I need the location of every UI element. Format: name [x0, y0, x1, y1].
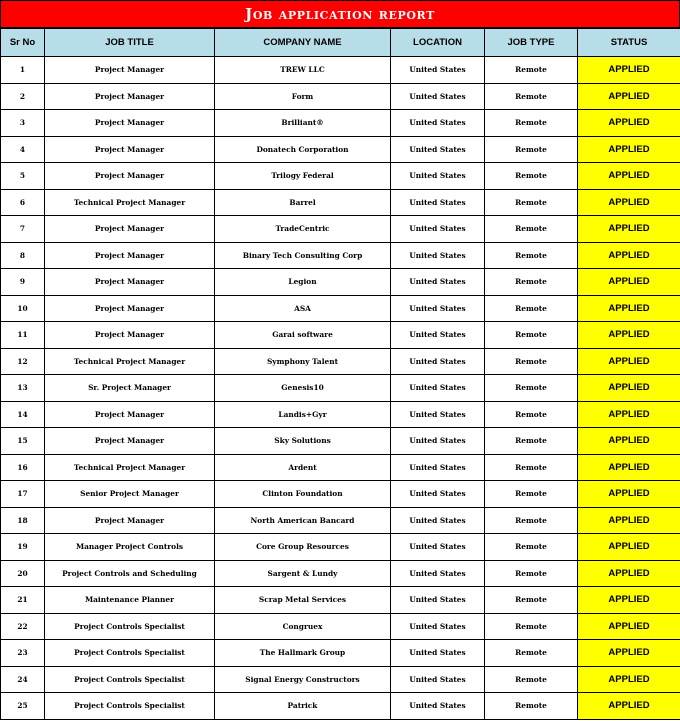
- status-cell[interactable]: APPLIED: [578, 375, 680, 402]
- job-title-cell[interactable]: Project Controls Specialist: [45, 613, 215, 640]
- job-type-cell[interactable]: Remote: [485, 348, 578, 375]
- column-header-sr-no[interactable]: Sr No: [1, 29, 45, 57]
- sr-no-cell[interactable]: 24: [1, 666, 45, 693]
- company-name-cell[interactable]: Genesis10: [215, 375, 391, 402]
- table-row: [1, 613, 680, 640]
- location-cell[interactable]: United States: [391, 136, 485, 163]
- job-title-cell[interactable]: Project Controls Specialist: [45, 666, 215, 693]
- job-type-cell[interactable]: Remote: [485, 295, 578, 322]
- job-title-cell[interactable]: Project Manager: [45, 216, 215, 243]
- company-name-cell[interactable]: Legion: [215, 269, 391, 296]
- sr-no-cell[interactable]: 21: [1, 587, 45, 614]
- table-row: [1, 481, 680, 508]
- company-name-cell[interactable]: Sargent & Lundy: [215, 560, 391, 587]
- company-name-cell[interactable]: North American Bancard: [215, 507, 391, 534]
- job-type-cell[interactable]: Remote: [485, 110, 578, 137]
- job-type-cell[interactable]: Remote: [485, 83, 578, 110]
- job-type-cell[interactable]: Remote: [485, 560, 578, 587]
- sr-no-cell[interactable]: 16: [1, 454, 45, 481]
- table-row: [1, 587, 680, 614]
- job-type-cell[interactable]: Remote: [485, 534, 578, 561]
- job-title-cell[interactable]: Project Manager: [45, 136, 215, 163]
- sr-no-cell[interactable]: 18: [1, 507, 45, 534]
- status-cell[interactable]: APPLIED: [578, 640, 680, 667]
- company-name-cell[interactable]: Brilliant®: [215, 110, 391, 137]
- company-name-cell[interactable]: Garai software: [215, 322, 391, 349]
- sr-no-cell[interactable]: 8: [1, 242, 45, 269]
- status-cell[interactable]: APPLIED: [578, 507, 680, 534]
- location-cell[interactable]: United States: [391, 666, 485, 693]
- job-type-cell[interactable]: Remote: [485, 507, 578, 534]
- table-row: [1, 57, 680, 84]
- job-type-cell[interactable]: Remote: [485, 454, 578, 481]
- job-title-cell[interactable]: Technical Project Manager: [45, 454, 215, 481]
- location-cell[interactable]: United States: [391, 507, 485, 534]
- company-name-cell[interactable]: Binary Tech Consulting Corp: [215, 242, 391, 269]
- sr-no-cell[interactable]: 2: [1, 83, 45, 110]
- company-name-cell[interactable]: Patrick: [215, 693, 391, 720]
- company-name-cell[interactable]: Form: [215, 83, 391, 110]
- location-cell[interactable]: United States: [391, 269, 485, 296]
- job-title-cell[interactable]: Project Controls Specialist: [45, 640, 215, 667]
- job-type-cell[interactable]: Remote: [485, 216, 578, 243]
- job-title-cell[interactable]: Project Controls Specialist: [45, 693, 215, 720]
- job-title-cell[interactable]: Technical Project Manager: [45, 348, 215, 375]
- status-cell[interactable]: APPLIED: [578, 269, 680, 296]
- company-name-cell[interactable]: The Hallmark Group: [215, 640, 391, 667]
- job-title-cell[interactable]: Technical Project Manager: [45, 189, 215, 216]
- job-type-cell[interactable]: Remote: [485, 322, 578, 349]
- job-type-cell[interactable]: Remote: [485, 428, 578, 455]
- table-row: [1, 242, 680, 269]
- table-row: [1, 348, 680, 375]
- job-title-cell[interactable]: Project Manager: [45, 322, 215, 349]
- status-cell[interactable]: APPLIED: [578, 481, 680, 508]
- company-name-cell[interactable]: TREW LLC: [215, 57, 391, 84]
- company-name-cell[interactable]: Clinton Foundation: [215, 481, 391, 508]
- status-cell[interactable]: APPLIED: [578, 322, 680, 349]
- table-row: [1, 269, 680, 296]
- sr-no-cell[interactable]: 15: [1, 428, 45, 455]
- job-type-cell[interactable]: Remote: [485, 269, 578, 296]
- job-type-cell[interactable]: Remote: [485, 666, 578, 693]
- job-type-cell[interactable]: Remote: [485, 136, 578, 163]
- location-cell[interactable]: United States: [391, 348, 485, 375]
- job-type-cell[interactable]: Remote: [485, 693, 578, 720]
- job-title-cell[interactable]: Project Controls and Scheduling: [45, 560, 215, 587]
- location-cell[interactable]: United States: [391, 428, 485, 455]
- status-cell[interactable]: APPLIED: [578, 401, 680, 428]
- location-cell[interactable]: United States: [391, 216, 485, 243]
- sr-no-cell[interactable]: 12: [1, 348, 45, 375]
- status-cell[interactable]: APPLIED: [578, 534, 680, 561]
- status-cell[interactable]: APPLIED: [578, 242, 680, 269]
- job-type-cell[interactable]: Remote: [485, 401, 578, 428]
- location-cell[interactable]: United States: [391, 322, 485, 349]
- job-type-cell[interactable]: Remote: [485, 587, 578, 614]
- sr-no-cell[interactable]: 7: [1, 216, 45, 243]
- status-cell[interactable]: APPLIED: [578, 83, 680, 110]
- table-row: [1, 640, 680, 667]
- location-cell[interactable]: United States: [391, 613, 485, 640]
- job-type-cell[interactable]: Remote: [485, 613, 578, 640]
- job-title-cell[interactable]: Project Manager: [45, 428, 215, 455]
- status-cell[interactable]: APPLIED: [578, 110, 680, 137]
- location-cell[interactable]: United States: [391, 110, 485, 137]
- job-title-cell[interactable]: Project Manager: [45, 242, 215, 269]
- job-type-cell[interactable]: Remote: [485, 242, 578, 269]
- column-header-status[interactable]: STATUS: [578, 29, 680, 57]
- location-cell[interactable]: United States: [391, 242, 485, 269]
- company-name-cell[interactable]: Landis+Gyr: [215, 401, 391, 428]
- company-name-cell[interactable]: Ardent: [215, 454, 391, 481]
- job-type-cell[interactable]: Remote: [485, 189, 578, 216]
- company-name-cell[interactable]: Donatech Corporation: [215, 136, 391, 163]
- job-title-cell[interactable]: Sr. Project Manager: [45, 375, 215, 402]
- table-row: [1, 560, 680, 587]
- status-cell[interactable]: APPLIED: [578, 136, 680, 163]
- column-header-location[interactable]: LOCATION: [391, 29, 485, 57]
- status-cell[interactable]: APPLIED: [578, 348, 680, 375]
- status-cell[interactable]: APPLIED: [578, 560, 680, 587]
- sr-no-cell[interactable]: 11: [1, 322, 45, 349]
- report-title: Job application report: [245, 5, 435, 23]
- job-title-cell[interactable]: Project Manager: [45, 57, 215, 84]
- column-header-job-title[interactable]: JOB TITLE: [45, 29, 215, 57]
- job-type-cell[interactable]: Remote: [485, 481, 578, 508]
- job-title-cell[interactable]: Manager Project Controls: [45, 534, 215, 561]
- status-cell[interactable]: APPLIED: [578, 216, 680, 243]
- location-cell[interactable]: United States: [391, 481, 485, 508]
- job-title-cell[interactable]: Maintenance Planner: [45, 587, 215, 614]
- status-cell[interactable]: APPLIED: [578, 428, 680, 455]
- location-cell[interactable]: United States: [391, 587, 485, 614]
- table-row: [1, 693, 680, 720]
- table-row: [1, 163, 680, 190]
- column-header-job-type[interactable]: JOB TYPE: [485, 29, 578, 57]
- company-name-cell[interactable]: Signal Energy Constructors: [215, 666, 391, 693]
- status-cell[interactable]: APPLIED: [578, 163, 680, 190]
- table-row: [1, 666, 680, 693]
- job-title-cell[interactable]: Project Manager: [45, 83, 215, 110]
- location-cell[interactable]: United States: [391, 640, 485, 667]
- status-cell[interactable]: APPLIED: [578, 693, 680, 720]
- location-cell[interactable]: United States: [391, 189, 485, 216]
- sr-no-cell[interactable]: 20: [1, 560, 45, 587]
- status-cell[interactable]: APPLIED: [578, 57, 680, 84]
- company-name-cell[interactable]: ASA: [215, 295, 391, 322]
- job-title-cell[interactable]: Senior Project Manager: [45, 481, 215, 508]
- company-name-cell[interactable]: Trilogy Federal: [215, 163, 391, 190]
- application-table: [0, 28, 680, 720]
- sr-no-cell[interactable]: 13: [1, 375, 45, 402]
- table-row: [1, 189, 680, 216]
- status-cell[interactable]: APPLIED: [578, 454, 680, 481]
- sr-no-cell[interactable]: 22: [1, 613, 45, 640]
- location-cell[interactable]: United States: [391, 295, 485, 322]
- table-row: [1, 428, 680, 455]
- location-cell[interactable]: United States: [391, 401, 485, 428]
- status-cell[interactable]: APPLIED: [578, 587, 680, 614]
- table-header-row: [1, 29, 680, 57]
- sr-no-cell[interactable]: 25: [1, 693, 45, 720]
- sr-no-cell[interactable]: 23: [1, 640, 45, 667]
- company-name-cell[interactable]: Symphony Talent: [215, 348, 391, 375]
- status-cell[interactable]: APPLIED: [578, 189, 680, 216]
- job-type-cell[interactable]: Remote: [485, 57, 578, 84]
- sr-no-cell[interactable]: 9: [1, 269, 45, 296]
- location-cell[interactable]: United States: [391, 534, 485, 561]
- location-cell[interactable]: United States: [391, 693, 485, 720]
- sr-no-cell[interactable]: 19: [1, 534, 45, 561]
- company-name-cell[interactable]: Core Group Resources: [215, 534, 391, 561]
- table-row: [1, 216, 680, 243]
- sr-no-cell[interactable]: 1: [1, 57, 45, 84]
- table-row: [1, 110, 680, 137]
- table-row: [1, 507, 680, 534]
- sr-no-cell[interactable]: 5: [1, 163, 45, 190]
- column-header-company-name[interactable]: COMPANY NAME: [215, 29, 391, 57]
- job-type-cell[interactable]: Remote: [485, 640, 578, 667]
- sr-no-cell[interactable]: 4: [1, 136, 45, 163]
- location-cell[interactable]: United States: [391, 560, 485, 587]
- location-cell[interactable]: United States: [391, 83, 485, 110]
- sr-no-cell[interactable]: 17: [1, 481, 45, 508]
- sr-no-cell[interactable]: 10: [1, 295, 45, 322]
- table-row: [1, 454, 680, 481]
- job-title-cell[interactable]: Project Manager: [45, 269, 215, 296]
- job-type-cell[interactable]: Remote: [485, 163, 578, 190]
- location-cell[interactable]: United States: [391, 454, 485, 481]
- table-row: [1, 295, 680, 322]
- job-title-cell[interactable]: Project Manager: [45, 110, 215, 137]
- company-name-cell[interactable]: Sky Solutions: [215, 428, 391, 455]
- status-cell[interactable]: APPLIED: [578, 613, 680, 640]
- table-row: [1, 322, 680, 349]
- table-body: [1, 57, 680, 720]
- location-cell[interactable]: United States: [391, 375, 485, 402]
- status-cell[interactable]: APPLIED: [578, 295, 680, 322]
- company-name-cell[interactable]: Scrap Metal Services: [215, 587, 391, 614]
- table-row: [1, 401, 680, 428]
- table-row: [1, 375, 680, 402]
- location-cell[interactable]: United States: [391, 57, 485, 84]
- table-row: [1, 534, 680, 561]
- job-title-cell[interactable]: Project Manager: [45, 295, 215, 322]
- sr-no-cell[interactable]: 3: [1, 110, 45, 137]
- location-cell[interactable]: United States: [391, 163, 485, 190]
- sr-no-cell[interactable]: 14: [1, 401, 45, 428]
- job-title-cell[interactable]: Project Manager: [45, 401, 215, 428]
- job-title-cell[interactable]: Project Manager: [45, 507, 215, 534]
- table-row: [1, 136, 680, 163]
- job-type-cell[interactable]: Remote: [485, 375, 578, 402]
- company-name-cell[interactable]: Congruex: [215, 613, 391, 640]
- company-name-cell[interactable]: Barrel: [215, 189, 391, 216]
- job-title-cell[interactable]: Project Manager: [45, 163, 215, 190]
- company-name-cell[interactable]: TradeCentric: [215, 216, 391, 243]
- status-cell[interactable]: APPLIED: [578, 666, 680, 693]
- report-title-bar: [0, 0, 680, 28]
- table-row: [1, 83, 680, 110]
- sr-no-cell[interactable]: 6: [1, 189, 45, 216]
